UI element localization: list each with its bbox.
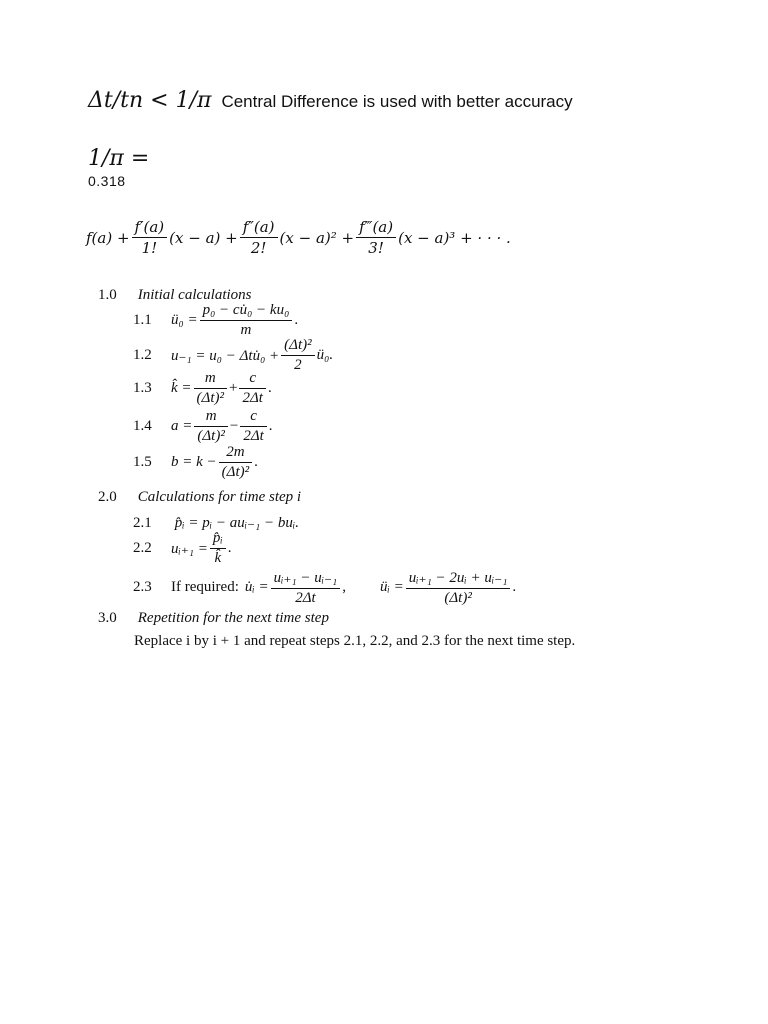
step-2-1: 2.1 p̂ᵢ = pᵢ − auᵢ₋₁ − buᵢ. (133, 515, 299, 531)
stability-condition: Δt/tn < 1/π (88, 88, 212, 113)
step-1-5: 1.5 b = k − $\frac{2m}{\text{(Δt)²}}$ . (133, 444, 258, 480)
step-1-1-fraction: $\frac{\text{p₀ − cu̇₀ − ku₀}}{m}$ (200, 302, 293, 339)
step-1-1: 1.1 ü₀ = $\frac{\text{p₀ − cu̇₀ − ku₀}}{m}$ . (133, 302, 299, 338)
taylor-term-3-tail: (x − a)³ + · · · . (398, 228, 511, 247)
stability-condition-text: Central Difference is used with better accuracy (221, 92, 573, 111)
step-1-2-fraction: $\frac{\text{(Δt)²}}{2}$ (281, 337, 314, 374)
step-1-3-fraction-a: $\frac{m}{\text{(Δt)²}}$ (194, 370, 227, 407)
step-2-2: 2.2 uᵢ₊₁ = $\frac{\text{p̂ᵢ}}{k̂}$ . (133, 530, 232, 566)
step-1-4-fraction-b: $\frac{c}{2\Delta t}$ (240, 408, 266, 445)
taylor-term-1-fraction: $\frac{f'(a)}{1!}$ (132, 218, 168, 257)
taylor-term-2-tail: (x − a)² + (279, 228, 355, 247)
step-1-5-fraction: $\frac{2m}{\text{(Δt)²}}$ (219, 444, 252, 481)
taylor-series (86, 218, 511, 257)
taylor-term-2-fraction: $\frac{f''(a)}{2!}$ (240, 218, 278, 257)
step-1-4-fraction-a: $\frac{m}{\text{(Δt)²}}$ (194, 408, 227, 445)
step-1-2: 1.2 u₋₁ = u₀ − Δtu̇₀ + $\frac{\text{(Δt)²}}{2}$ ü₀. (133, 337, 334, 373)
inverse-pi-value: 0.318 (88, 173, 126, 189)
section-3-heading: 3.0 Repetition for the next time step (98, 610, 329, 626)
section-1-heading: 1.0 Initial calculations (98, 287, 252, 303)
step-1-4: 1.4 a = $\frac{m}{\text{(Δt)²}}$ − $\frac{c}{2\Delta t}$ . (133, 408, 273, 444)
taylor-term-3-fraction: $\frac{f‴(a)}{3!}$ (356, 218, 396, 257)
stability-condition-line (88, 88, 573, 113)
step-2-3-acceleration-fraction: $\frac{\text{uᵢ₊₁ − 2uᵢ + uᵢ₋₁}}{\text{(Δt)²}}$ (406, 568, 511, 607)
section-3-text: Replace i by i + 1 and repeat steps 2.1, 2.2, and 2.3 for the next time step. (134, 633, 576, 649)
step-1-3: 1.3 k̂ = $\frac{m}{\text{(Δt)²}}$ + $\frac{c}{2\Delta t}$ . (133, 370, 272, 406)
step-2-3: 2.3 If required: u̇ᵢ = $\frac{\text{uᵢ₊₁ − uᵢ₋₁}}{2\Delta t}$ , üᵢ = $\frac{\text{uᵢ₊₁ − 2uᵢ + uᵢ₋₁}}{\text{(Δt)²}}$ . (133, 570, 517, 606)
section-2-heading: 2.0 Calculations for time step i (98, 489, 302, 505)
step-2-2-fraction: $\frac{\text{p̂ᵢ}}{k̂}$ (210, 530, 226, 567)
step-2-3-velocity-fraction: $\frac{\text{uᵢ₊₁ − uᵢ₋₁}}{2\Delta t}$ (271, 568, 341, 607)
taylor-term-1-tail: (x − a) + (169, 228, 238, 247)
step-1-3-fraction-b: $\frac{c}{2\Delta t}$ (239, 370, 265, 407)
taylor-lead: f(a) + (86, 228, 130, 247)
inverse-pi-expression: 1/π = (88, 146, 150, 171)
